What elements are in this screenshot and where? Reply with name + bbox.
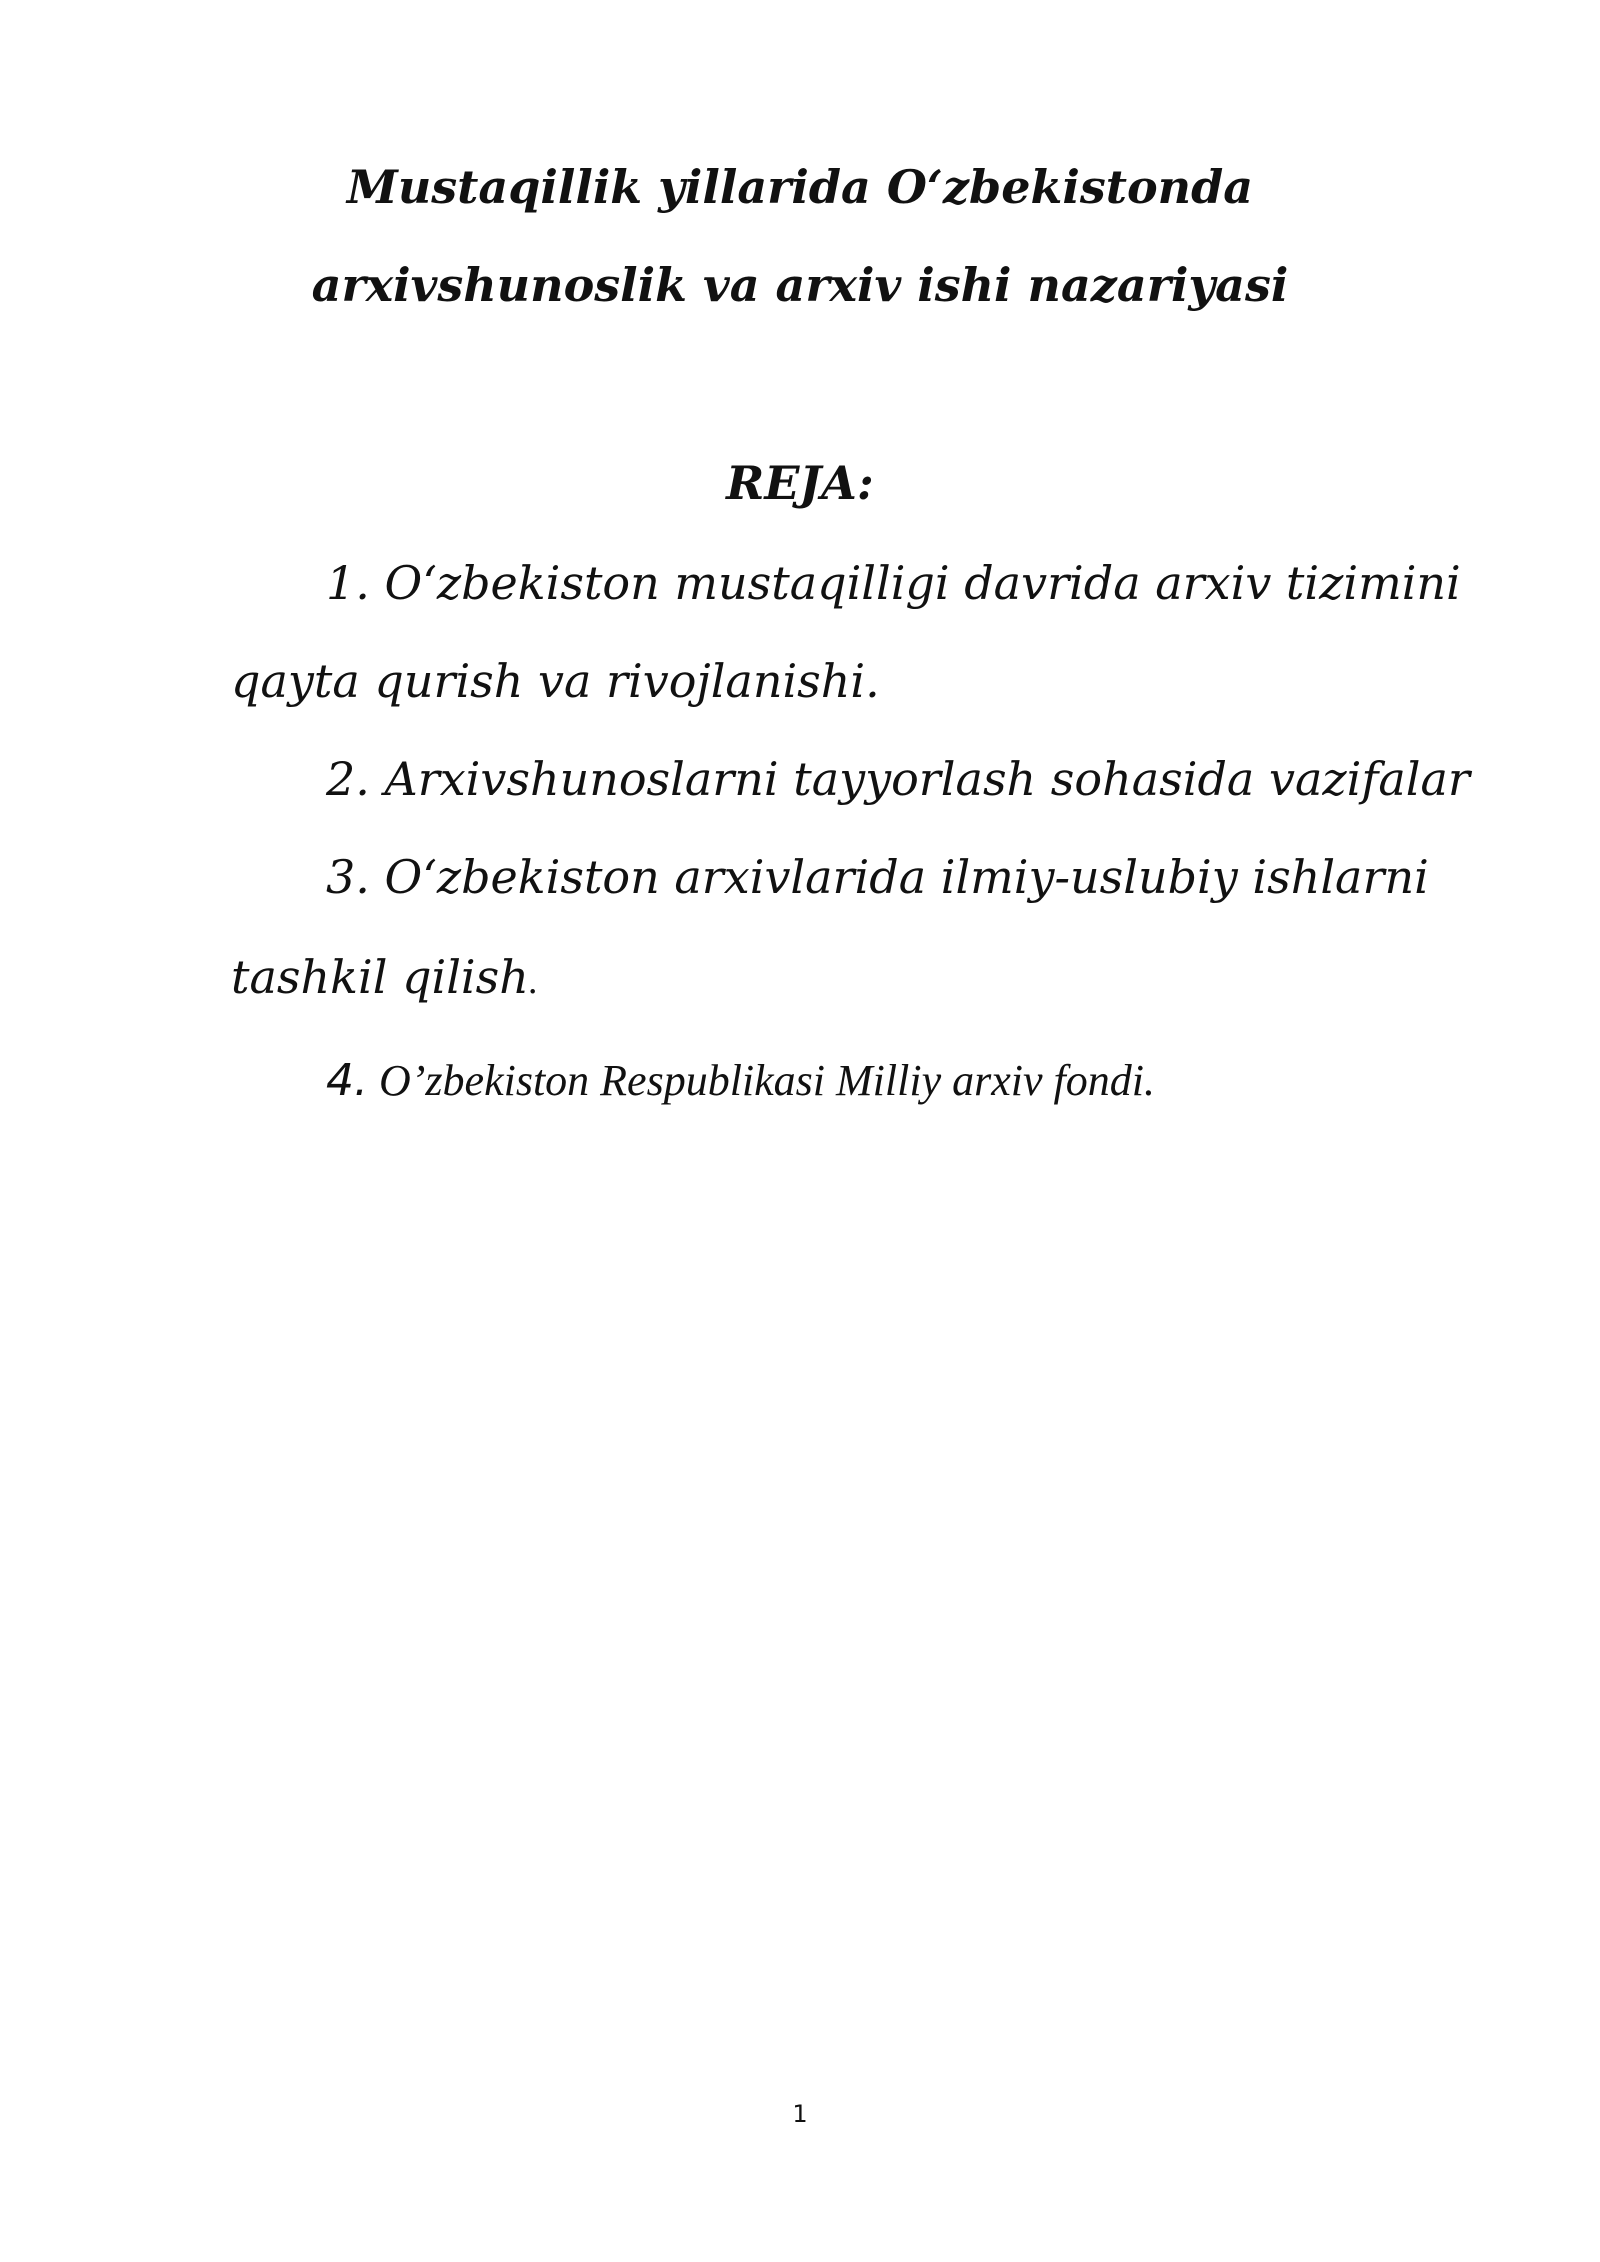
plan-item-3-line-2-text: tashkil qilish bbox=[231, 950, 529, 1004]
title-line-2: arxivshunoslik va arxiv ishi nazariyasi bbox=[311, 258, 1289, 312]
plan-item-4-text: O’zbekiston Respublikasi Milliy arxiv fondi. bbox=[367, 1056, 1155, 1105]
title-line-1: Mustaqillik yillarida O‘zbekistonda bbox=[346, 160, 1254, 214]
plan-heading: REJA: bbox=[726, 456, 874, 510]
plan-item-3-line-1: 3. O‘zbekiston arxivlarida ilmiy-uslubiy ishlarni bbox=[326, 850, 1429, 904]
plan-item-1-line-2: qayta qurish va rivojlanishi. bbox=[231, 654, 880, 708]
plan-item-3-period: . bbox=[528, 960, 539, 1002]
plan-item-2: 2. Arxivshunoslarni tayyorlash sohasida vazifalar bbox=[326, 752, 1470, 806]
plan-item-1-line-1: 1. O‘zbekiston mustaqilligi davrida arxiv tizimini bbox=[326, 556, 1461, 610]
plan-item-4-number: 4. bbox=[326, 1055, 368, 1106]
plan-item-3-line-2 bbox=[231, 950, 539, 1004]
plan-item-4 bbox=[326, 1055, 1155, 1106]
page-number: 1 bbox=[792, 2100, 808, 2128]
